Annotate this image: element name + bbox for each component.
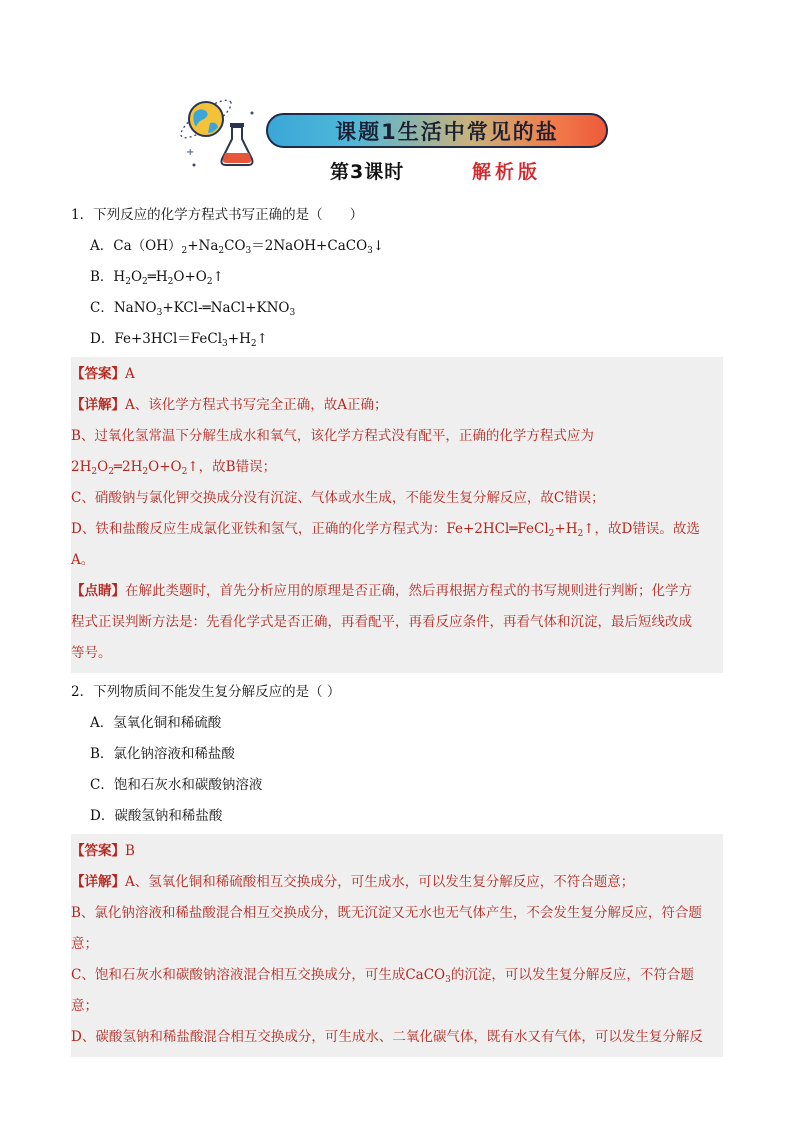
detail-line: B、过氧化氢常温下分解生成水和氧气，该化学方程式没有配平，正确的化学方程式应为 — [71, 428, 594, 444]
detail-line — [71, 514, 723, 576]
subscript: 2 — [108, 467, 114, 477]
subscript: 2 — [91, 467, 98, 477]
answer-tag: 【答案】 — [71, 843, 125, 859]
subscript: 2 — [577, 529, 584, 539]
question-1 — [71, 200, 723, 673]
answer-line — [71, 836, 723, 867]
option-b: B．氯化钠溶液和稀盐酸 — [90, 746, 235, 762]
subscript: 2 — [218, 246, 225, 256]
subscript: 3 — [445, 975, 451, 985]
text: O — [130, 269, 143, 285]
svg-text:+: + — [186, 147, 195, 158]
subscript: 3 — [289, 308, 296, 318]
text: ═2H — [113, 459, 143, 475]
question-stem: 1．下列反应的化学方程式书写正确的是（ ） — [71, 207, 364, 223]
subscript: 3 — [367, 246, 373, 256]
option-c — [90, 293, 723, 324]
text: ↓ — [372, 238, 385, 254]
text: CO — [224, 238, 246, 254]
text: 在解此类题时，首先分析应用的原理是否正确，然后再根据方程式的书写规则进行判断；化学方 — [125, 583, 692, 599]
text: 的沉淀，可以发生复分解反应，不符合题 — [450, 967, 694, 983]
detail-tag: 【详解】 — [71, 874, 125, 890]
detail-line — [71, 960, 723, 991]
tip-line — [71, 576, 723, 607]
answer-line — [71, 359, 723, 390]
detail-line: 意； — [71, 998, 98, 1014]
text: ＝2NaOH+CaCO — [251, 238, 368, 254]
tip-tag: 【点睛】 — [71, 583, 125, 599]
detail-line: D、碳酸氢钠和稀盐酸混合相互交换成分，可生成水、二氧化碳气体，既有水又有气体，可以发生复分解反 — [71, 1029, 703, 1045]
text: D．Fe+3HCl＝FeCl — [90, 331, 223, 347]
option-a — [90, 231, 723, 262]
text: +H — [227, 331, 251, 347]
lesson-title: 课题1生活中常见的盐 — [335, 119, 559, 144]
text: C、饱和石灰水和碳酸钠溶液混合相互交换成分，可生成CaCO — [71, 967, 446, 983]
lesson-period: 第3课时 — [330, 161, 405, 183]
text: D、铁和盐酸反应生成氯化亚铁和氢气，正确的化学方程式为：Fe+2HCl═FeCl — [71, 521, 549, 537]
option-b — [90, 262, 723, 293]
text: 2H — [71, 459, 92, 475]
subscript: 2 — [548, 529, 555, 539]
text: ↑，故B错误； — [187, 459, 277, 475]
text: ↑ — [212, 269, 224, 285]
text: A、该化学方程式书写完全正确，故A正确； — [125, 397, 388, 413]
option-a: A．氢氧化铜和稀硫酸 — [90, 715, 222, 731]
text: ↑ — [256, 331, 268, 347]
detail-line — [71, 867, 723, 898]
detail-line — [71, 452, 723, 483]
option-d: D．碳酸氢钠和稀盐酸 — [90, 808, 223, 824]
subscript: 2 — [181, 246, 188, 256]
question-2 — [71, 677, 723, 1057]
answer-explanation — [71, 357, 723, 673]
text: O+O — [173, 269, 207, 285]
answer-value: A — [125, 366, 135, 382]
detail-line: 意； — [71, 936, 98, 952]
detail-tag: 【详解】 — [71, 397, 125, 413]
tip-line: 等号。 — [71, 645, 112, 661]
subscript: 2 — [142, 277, 148, 287]
subscript: 3 — [222, 339, 228, 349]
subscript: 2 — [125, 277, 131, 287]
text: A．Ca（OH） — [90, 238, 182, 254]
answer-tag: 【答案】 — [71, 366, 125, 382]
text: O — [97, 459, 109, 475]
detail-line: B、氯化钠溶液和稀盐酸混合相互交换成分，既无沉淀又无水也无气体产生，不会发生复分解反应，符合题 — [71, 905, 702, 921]
option-d — [90, 324, 723, 355]
text: O+O — [148, 459, 182, 475]
subscript: 2 — [167, 277, 174, 287]
subscript: 3 — [156, 308, 163, 318]
question-list — [71, 200, 723, 1057]
subscript: 3 — [245, 246, 252, 256]
text: A、氢氧化铜和稀硫酸相互交换成分，可生成水，可以发生复分解反应，不符合题意； — [125, 874, 635, 890]
text: +Na — [187, 238, 219, 254]
subscript: 2 — [181, 467, 188, 477]
answer-value: B — [125, 843, 135, 859]
text: +KCl-═NaCl+KNO — [162, 300, 290, 316]
subscript: 2 — [142, 467, 149, 477]
subscript: 2 — [250, 339, 257, 349]
text: +H — [554, 521, 578, 537]
text: ↑，故D错误。故选A。 — [71, 521, 700, 568]
globe-and-flask-icon — [180, 93, 260, 173]
text: C．NaNO — [90, 300, 157, 316]
page-header — [0, 0, 794, 200]
text: B．H — [90, 269, 126, 285]
detail-line — [71, 390, 723, 421]
tip-line: 程式正误判断方法是：先看化学式是否正确，再看配平，再看反应条件，再看气体和沉淀，最后短线改成 — [71, 614, 692, 630]
edition-badge: 解析版 — [472, 161, 542, 183]
text: ═H — [147, 269, 168, 285]
answer-explanation — [71, 834, 723, 1057]
option-c: C．饱和石灰水和碳酸钠溶液 — [90, 777, 263, 793]
subscript: 2 — [206, 277, 213, 287]
detail-line: C、硝酸钠与氯化钾交换成分没有沉淀、气体或水生成，不能发生复分解反应，故C错误； — [71, 490, 605, 506]
question-stem: 2．下列物质间不能发生复分解反应的是（ ） — [71, 684, 341, 700]
lesson-title-banner — [266, 113, 608, 148]
